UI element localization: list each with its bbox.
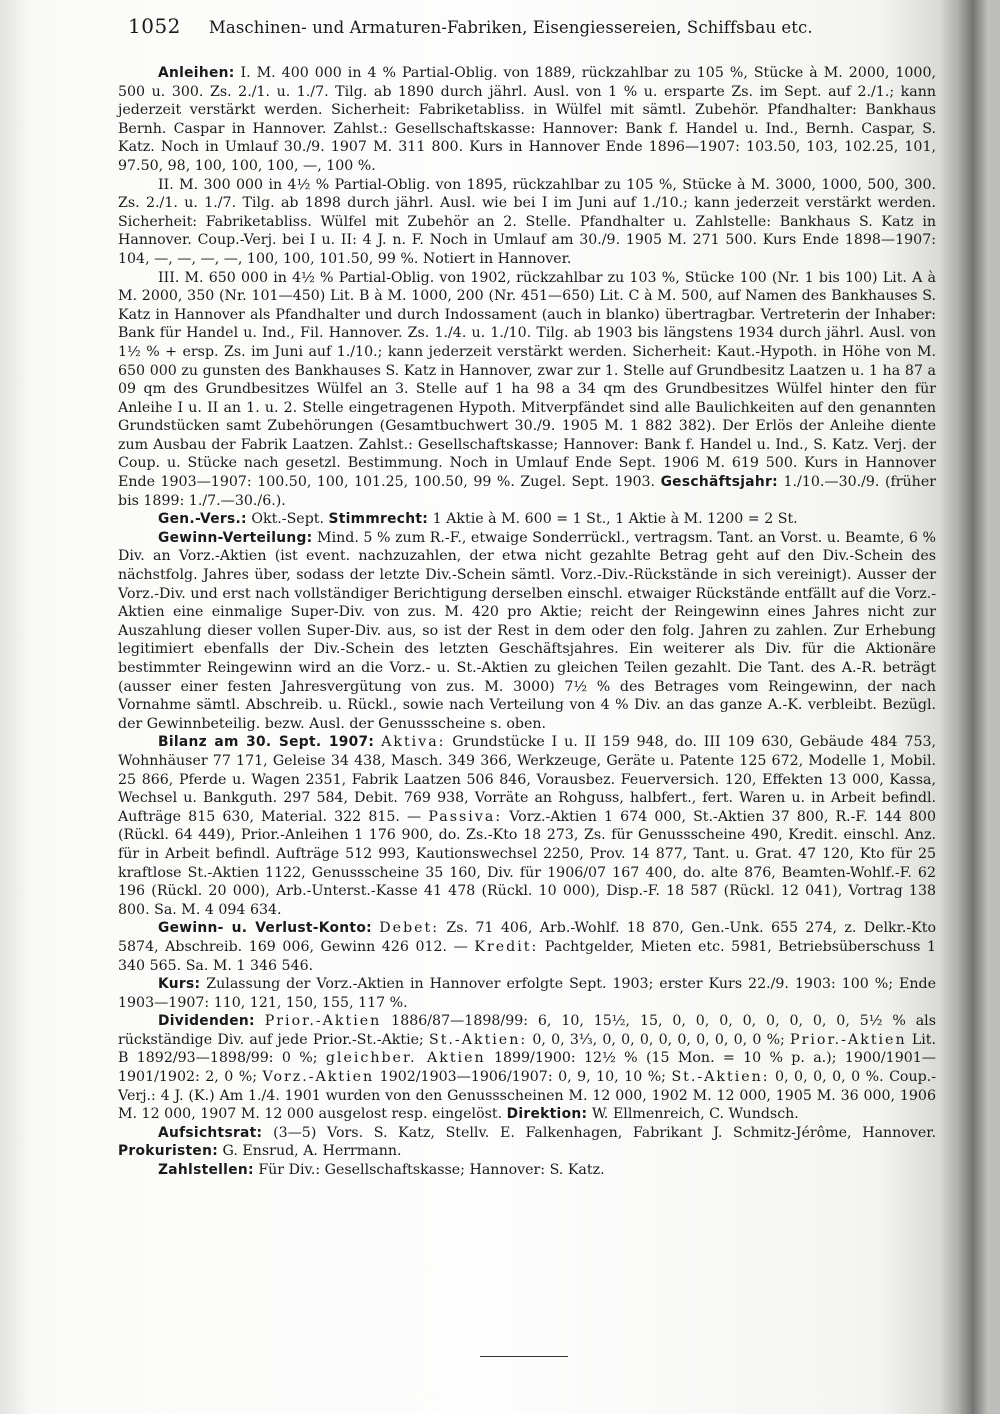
debet-text: Zs. 71 406, Arb.-Wohlf. 18 870, Gen.-Unk. 655 274, z. Delkr.-Kto 5874, Abschreib. 169 006, Gewinn 426 012. —: [118, 920, 936, 955]
passiva-label: Passiva:: [428, 808, 503, 825]
page-number: 1052: [128, 14, 181, 38]
section-label: Gewinn-Verteilung:: [158, 529, 313, 546]
debet-label: Debet:: [379, 920, 440, 937]
section-gewinn-verteilung: [118, 529, 936, 734]
section-text: Mind. 5 % zum R.-F., etwaige Sonderrückl., vertragsm. Tant. an Vorst. u. Beamte, 6 % Div. an Vorz.-Aktien (ist event. nachzuzahlen, der etwa nicht gezahlte Betrag geht auf den Div.-Schein des nächstfolg. Jahres über, sodass der letzte Div.-Schein sämtl. Vorz.-Div.-Rückstände in sich vereinigt). Ausser der Vorz.-Div. und erst nach vollständiger Berichtigung derselben einschl. etwaiger Rückstände entfällt auf die Vorz.-Aktien eine einmalige Super-Div. von zus. M. 420 pro Aktie; reicht der Reingewinn eines Jahres nicht zur Auszahlung dieser vollen Super-Div. aus, so ist der Rest in dem oder den folg. Jahren zu zahlen. Zur Erhebung legitimiert ebenfalls der Div.-Schein des letzten Geschäftsjahres. Ein weiterer als Div. für die Aktionäre bestimmter Reingewinn wird an die Vorz.- u. St.-Aktien zu gleichen Teilen gezahlt. Die Tant. des A.-R. beträgt (ausser einer festen Jahresvergütung von zus. M. 3000) 7½ % des Betrages vom Reingewinn, der nach Vornahme sämtl. Abschreib. u. Rückl., sowie nach Verteilung von 4 % Div. an das ganze A.-K. verbleibt. Bezügl. der Gewinnbeteilig. bezw. Ausl. der Genussscheine s. oben.: [118, 529, 936, 732]
section-label: Kurs:: [158, 976, 201, 993]
section-label: Anleihen:: [158, 65, 235, 81]
div-part-label: St.-Aktien:: [429, 1031, 528, 1048]
section-anleihen-iii: [118, 269, 936, 511]
section-label: Bilanz am 30. Sept. 1907:: [158, 734, 375, 751]
aktiva-text: Grundstücke I u. II 159 948, do. III 109 630, Gebäude 484 753, Wohnhäuser 77 171, Geleise 34 438, Masch. 349 366, Werkzeuge, Geräte u. Patente 125 672, Modelle 1, Mobil. 25 866, Pferde u. Wagen 2351, Fabrik Laatzen 506 846, Vorausbez. Feuerversich. 120, Effekten 13 000, Kassa, Wechsel u. Bankguth. 297 584, Debit. 769 938, Vorräte an Rohguss, halbfert., fert. Waren u. in Arbeit befindl. Aufträge 815 630, Material. 322 815. —: [118, 734, 937, 825]
section-dividenden: [118, 1012, 936, 1124]
section-text-geschaeftsjahr: 1./10.—30./9. (früher bis 1899: 1./7.—30./6.).: [118, 474, 936, 509]
section-text: (3—5) Vors. S. Katz, Stellv. E. Falkenhagen, Fabrikant J. Schmitz-Jérôme, Hannover.: [273, 1124, 936, 1141]
page-gutter-shadow: [0, 0, 30, 1414]
section-bilanz: [118, 733, 936, 919]
kredit-text: Pachtgelder, Mieten etc. 5981, Betriebsüberschuss 1 340 565. Sa. M. 1 346 546.: [118, 938, 937, 974]
aktiva-label: Aktiva:: [381, 734, 446, 751]
page-edge-shadow: [940, 0, 1000, 1414]
section-label-geschaeftsjahr: Geschäftsjahr:: [660, 474, 778, 491]
section-text-stimmrecht: 1 Aktie à M. 600 = 1 St., 1 Aktie à M. 1200 = 2 St.: [432, 511, 798, 528]
section-anleihen-ii: [118, 176, 936, 269]
section-label: Dividenden:: [158, 1013, 255, 1030]
section-label: Zahlstellen:: [158, 1162, 254, 1179]
div-part-text: 0, 0, 0, 0, 0 %. Coup.-Verj.: 4 J. (K.) Am 1./4. 1901 wurden von den Genussscheinen M. 12 000, 1902 M. 12 000, 1905 M. 36 000, 1906 M. 12 000, 1907 M. 12 000 ausgelost resp. eingelöst.: [118, 1069, 936, 1123]
section-text: II. M. 300 000 in 4½ % Partial-Oblig. von 1895, rückzahlbar zu 105 %, Stücke à M. 3000, 1000, 500, 300. Zs. 2./1. u. 1./7. Tilg. ab 1898 durch jährl. Ausl. wie bei I im Juni auf 1./10.; kann jederzeit verstärkt werden. Sicherheit: Fabriketabliss. Wülfel mit Zubehör an 2. Stelle. Pfandhalter u. Zahlstelle: Bankhaus S. Katz in Hannover. Coup.-Verj. bei I u. II: 4 J. n. F. Noch in Umlauf am 30./9. 1905 M. 271 500. Kurs Ende 1898—1907: 104, —, —, —, —, 100, 100, 101.50, 99 %. Notiert in Hannover.: [118, 176, 936, 267]
div-part-text: 1899/1900: 12½ % (15 Mon. = 10 % p. a.); 1900/1901—1901/1902: 2, 0 %;: [118, 1050, 936, 1086]
end-rule: [480, 1356, 568, 1357]
section-label: Gewinn- u. Verlust-Konto:: [158, 920, 372, 937]
section-zahlstellen: [118, 1161, 936, 1180]
div-part-text: 0, 0, 3⅓, 0, 0, 0, 0, 0, 0, 0, 0, 0 %;: [527, 1031, 791, 1048]
section-text-prokuristen: G. Ensrud, A. Herrmann.: [222, 1143, 402, 1160]
section-aufsichtsrat: [118, 1124, 936, 1161]
section-gen-vers: [118, 510, 936, 529]
section-text: Okt.-Sept.: [251, 511, 324, 528]
section-label: Aufsichtsrat:: [158, 1124, 263, 1141]
passiva-text: Vorz.-Aktien 1 674 000, St.-Aktien 37 800, R.-F. 144 800 (Rückl. 64 449), Prior.-Anleihen 1 176 900, do. Zs.-Kto 18 273, Zs. für Genussscheine 490, Kredit. einschl. Anz. für in Arbeit befindl. Aufträge 512 993, Kautionswechsel 2250, Prov. 14 877, Tant. u. Grat. 47 120, Kto für 25 kraftlose St.-Aktien 1122, Genussscheine 35 160, Div. für 1906/07 167 400, do. alte 876, Beamten-Wohlf.-F. 62 196 (Rückl. 20 000), Arb.-Unterst.-Kasse 41 478 (Rückl. 10 000), Disp.-F. 18 587 (Rückl. 12 041), Vortrag 138 800. Sa. M. 4 094 634.: [118, 808, 936, 918]
kredit-label: Kredit:: [474, 938, 539, 955]
section-text: Für Div.: Gesellschaftskasse; Hannover: S. Katz.: [258, 1162, 605, 1179]
div-part-text: Lit. B 1892/93—1898/99: 0 %;: [118, 1031, 936, 1067]
section-text: I. M. 400 000 in 4 % Partial-Oblig. von 1889, rückzahlbar zu 105 %, Stücke à M. 2000, 1000, 500 u. 300. Zs. 2./1. u. 1./7. Tilg. ab 1890 durch jährl. Ausl. von 1 % u. ersparte Zs. im Sept. auf 2./1.; kann jederzeit verstärkt werden. Sicherheit: Fabriketabliss. in Wülfel mit sämtl. Zubehör. Pfandhalter: Bankhaus Bernh. Caspar in Hannover. Zahlst.: Gesellschaftskasse: Hannover: Bank f. Handel u. Ind., Bernh. Caspar, S. Katz. Noch in Umlauf 30./9. 1907 M. 311 800. Kurs in Hannover Ende 1896—1907: 103.50, 103, 102.25, 101, 97.50, 98, 100, 100, 100, —, 100 %.: [118, 65, 936, 174]
section-label-prokuristen: Prokuristen:: [118, 1143, 219, 1160]
div-part-label: Vorz.-Aktien: [262, 1069, 375, 1086]
div-part-label: St.-Aktien:: [671, 1069, 770, 1086]
div-part-label: gleichber. Aktien: [325, 1050, 486, 1067]
div-part-text: 1886/87—1898/99: 6, 10, 15½, 15, 0, 0, 0, 0, 0, 0, 0, 0, 5½ % als rückständige Div. auf jede Prior.-St.-Aktie;: [118, 1013, 936, 1048]
div-part-text: 1902/1903—1906/1907: 0, 9, 10, 10 %;: [374, 1069, 672, 1086]
div-part-label: Prior.-Aktien: [790, 1031, 907, 1048]
section-label-stimmrecht: Stimmrecht:: [328, 511, 429, 528]
document-body: [118, 64, 936, 1180]
section-text: III. M. 650 000 in 4½ % Partial-Oblig. von 1902, rückzahlbar zu 103 %, Stücke 100 (Nr. 1 bis 100) Lit. A à M. 2000, 350 (Nr. 101—450) Lit. B à M. 1000, 200 (Nr. 451—650) Lit. C à M. 500, auf Namen des Bankhauses S. Katz in Hannover als Pfandhalter und durch Indossament (auch in blanko) übertragbar. Vertreterin der Inhaber: Bank für Handel u. Ind., Fil. Hannover. Zs. 1./4. u. 1./10. Tilg. ab 1903 bis längstens 1934 durch jährl. Ausl. von 1½ % + ersp. Zs. im Juni auf 1./10.; kann jederzeit verstärkt werden. Sicherheit: Kaut.-Hypoth. in Höhe von M. 650 000 zu gunsten des Bankhauses S. Katz in Hannover, zwar zur 1. Stelle auf Grundbesitz Laatzen u. 1 ha 87 a 09 qm des Grundbesitzes Wülfel an 3. Stelle auf 1 ha 98 a 34 qm des Grundbesitzes Wülfel hinter den für Anleihe I u. II an 1. u. 2. Stelle eingetragenen Hypoth. Mitverpfändet sind alle Baulichkeiten auf den genannten Grundstücken samt Zubehörungen (Gesamtbuchwert 30./9. 1905 M. 1 882 382). Der Erlös der Anleihe diente zum Ausbau der Fabrik Laatzen. Zahlst.: Gesellschaftskasse; Hannover: Bank f. Handel u. Ind., S. Katz. Verj. der Coup. u. Stücke nach gesetzl. Bestimmung. Noch in Umlauf Ende Sept. 1906 M. 619 500. Kurs in Hannover Ende 1903—1907: 100.50, 100, 101.25, 100.50, 99 %. Zugel. Sept. 1903.: [118, 269, 936, 491]
section-gewinn-verlust: [118, 919, 936, 975]
section-anleihen: [118, 64, 936, 176]
section-text: Zulassung der Vorz.-Aktien in Hannover erfolgte Sept. 1903; erster Kurs 22./9. 1903: 100 %; Ende 1903—1907: 110, 121, 150, 155, 117 %.: [118, 976, 936, 1011]
div-part-label: Prior.-Aktien: [264, 1013, 382, 1030]
running-title: Maschinen- und Armaturen-Fabriken, Eisengiessereien, Schiffsbau etc.: [208, 18, 813, 37]
section-label: Gen.-Vers.:: [158, 511, 247, 528]
section-text-direktion: W. Ellmenreich, C. Wundsch.: [591, 1106, 799, 1123]
section-kurs: [118, 975, 936, 1012]
running-head: [128, 14, 868, 44]
section-label-direktion: Direktion:: [506, 1106, 588, 1123]
